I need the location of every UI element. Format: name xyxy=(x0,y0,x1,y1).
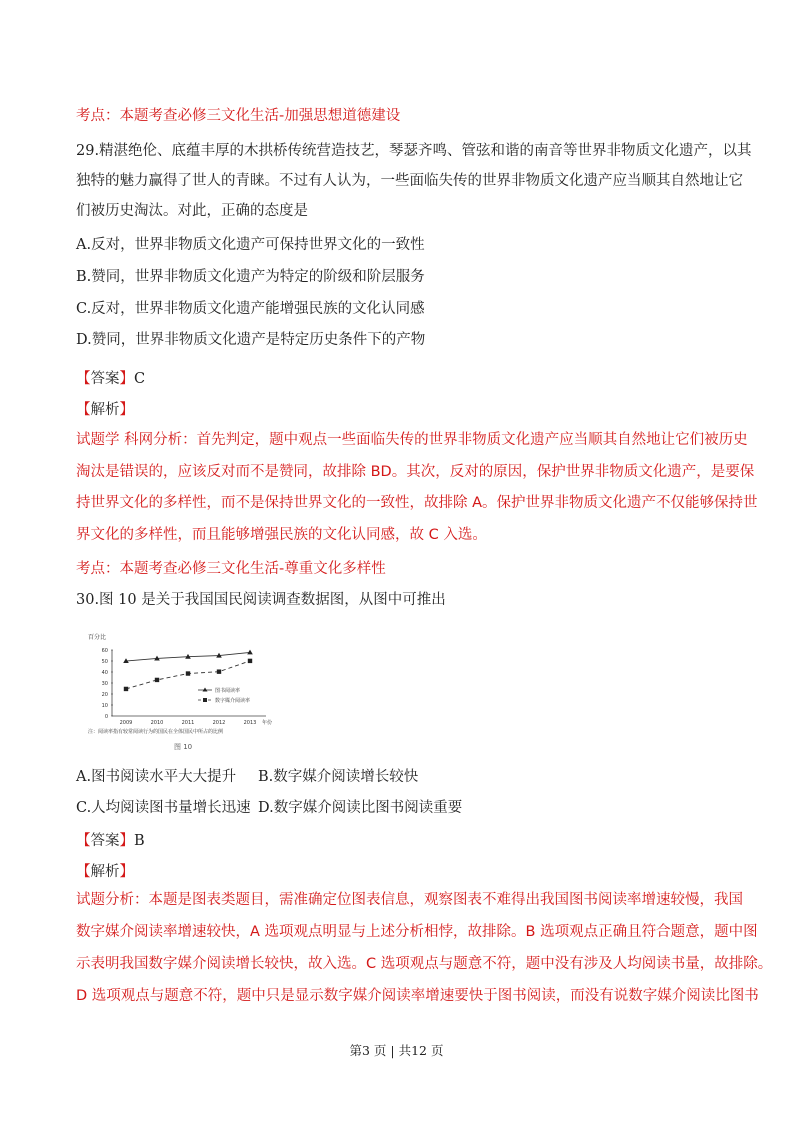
q30-analysis-line-4: D 选项观点与题意不符，题中只是显示数字媒介阅读率增速要快于图书阅读，而没有说数字媒介阅读比图书 xyxy=(76,988,759,1004)
q29-option-c: C.反对，世界非物质文化遗产能增强民族的文化认同感 xyxy=(76,301,425,317)
q29-stem-line-2: 独特的魅力赢得了世人的青睐。不过有人认为，一些面临失传的世界非物质文化遗产应当顺其自然地让它 xyxy=(76,173,743,189)
q30-option-a: A.图书阅读水平大大提升 xyxy=(76,769,237,785)
chart-point-digital xyxy=(186,671,190,675)
q30-answer: 【答案】B xyxy=(76,833,145,849)
q29-option-b: B.赞同，世界非物质文化遗产为特定的阶级和阶层服务 xyxy=(76,269,425,285)
chart-note: 注：阅读率指有较常阅读行为的国民在全体国民中所占的比例 xyxy=(88,729,224,735)
q30-analysis-heading: 【解析】 xyxy=(76,864,134,880)
q30-analysis-line-2: 数字媒介阅读率增速较快，A 选项观点明显与上述分析相悖，故排除。B 选项观点正确且符合题意，题中图 xyxy=(76,924,758,940)
chart-xtick-label: 2010 xyxy=(150,720,164,726)
q29-analysis-line-4: 界文化的多样性，而且能够增强民族的文化认同感，故 C 入选。 xyxy=(76,527,487,543)
q30-stem: 30.图 10 是关于我国国民阅读调查数据图，从图中可推出 xyxy=(76,592,446,608)
reading-survey-chart xyxy=(86,632,282,758)
chart-xtick-label: 2009 xyxy=(119,720,133,726)
chart-point-digital xyxy=(248,659,252,663)
chart-ytick-label: 50 xyxy=(101,659,108,665)
q29-analysis-heading: 【解析】 xyxy=(76,402,134,418)
q29-analysis-label: 解析 xyxy=(90,402,120,418)
chart-xtick-label: 2012 xyxy=(212,720,226,726)
q30-analysis-line-1: 试题分析：本题是图表类题目，需准确定位图表信息，观察图表不难得出我国图书阅读率增速较慢，我国 xyxy=(76,892,743,908)
chart-xtick-label: 2013 xyxy=(243,720,257,726)
chart-point-digital xyxy=(155,678,159,682)
chart-ytick-label: 30 xyxy=(101,681,108,687)
q29-analysis-line-3: 持世界文化的多样性，而不是保持世界文化的一致性，故排除 A。保护世界非物质文化遗产不仅能够保持世 xyxy=(76,495,758,511)
q29-answer: 【答案】C xyxy=(76,371,146,387)
q30-answer-value: B xyxy=(134,833,145,849)
footer-separator: | xyxy=(390,1043,395,1058)
q29-answer-value: C xyxy=(134,371,146,387)
chart-xlabel: 年份 xyxy=(262,720,273,726)
chart-ytick-label: 60 xyxy=(101,648,108,654)
q30-analysis-line-3: 示表明我国数字媒介阅读增长较快，故入选。C 选项观点与题意不符，题中没有涉及人均阅读书量，故排除。 xyxy=(76,956,773,972)
q29-analysis-line-1: 试题学 科网分析：首先判定，题中观点一些面临失传的世界非物质文化遗产应当顺其自然地让它们被历史 xyxy=(76,432,748,448)
q30-answer-label: 答案 xyxy=(90,833,120,849)
chart-ytick-label: 10 xyxy=(101,703,108,709)
chart-caption: 图 10 xyxy=(174,743,193,751)
q29-option-a: A.反对，世界非物质文化遗产可保持世界文化的一致性 xyxy=(76,237,425,253)
q30-option-c: C.人均阅读图书量增长迅速 xyxy=(76,800,251,816)
q30-option-b: B.数字媒介阅读增长较快 xyxy=(258,769,419,785)
chart-xtick-label: 2011 xyxy=(181,720,195,726)
q30-analysis-label: 解析 xyxy=(90,864,120,880)
q29-stem-line-1: 29.精湛绝伦、底蕴丰厚的木拱桥传统营造技艺，琴瑟齐鸣、管弦和谐的南音等世界非物质文化遗产，以其 xyxy=(76,143,752,159)
q29-answer-label: 答案 xyxy=(90,371,120,387)
legend-marker-book xyxy=(203,688,208,692)
footer-page: 第3 页 xyxy=(349,1043,387,1058)
q29-kaodian: 考点：本题考查必修三文化生活-尊重文化多样性 xyxy=(76,561,386,577)
page-footer xyxy=(0,1041,793,1059)
chart-ylabel: 百分比 xyxy=(88,634,107,641)
chart-ytick-label: 0 xyxy=(104,714,108,720)
legend-label-book: 图书阅读率 xyxy=(215,688,241,694)
chart-point-digital xyxy=(217,669,221,673)
footer-total: 共12 页 xyxy=(398,1043,444,1058)
chart-ytick-label: 20 xyxy=(101,692,108,698)
chart-ytick-label: 40 xyxy=(101,670,108,676)
chart-point-book xyxy=(247,650,253,655)
legend-label-digital: 数字媒介阅读率 xyxy=(215,698,251,704)
legend-marker-digital xyxy=(203,698,207,702)
chart-point-digital xyxy=(124,687,128,691)
q29-analysis-line-2: 淘汰是错误的，应该反对而不是赞同，故排除 BD。其次，反对的原因，保护世界非物质文化遗产，是要保 xyxy=(76,464,755,480)
q29-stem-line-3: 们被历史淘汰。对此，正确的态度是 xyxy=(76,203,308,219)
q30-option-d: D.数字媒介阅读比图书阅读重要 xyxy=(258,800,463,816)
q28-kaodian: 考点：本题考查必修三文化生活-加强思想道德建设 xyxy=(76,108,401,124)
q29-option-d: D.赞同，世界非物质文化遗产是特定历史条件下的产物 xyxy=(76,332,426,348)
